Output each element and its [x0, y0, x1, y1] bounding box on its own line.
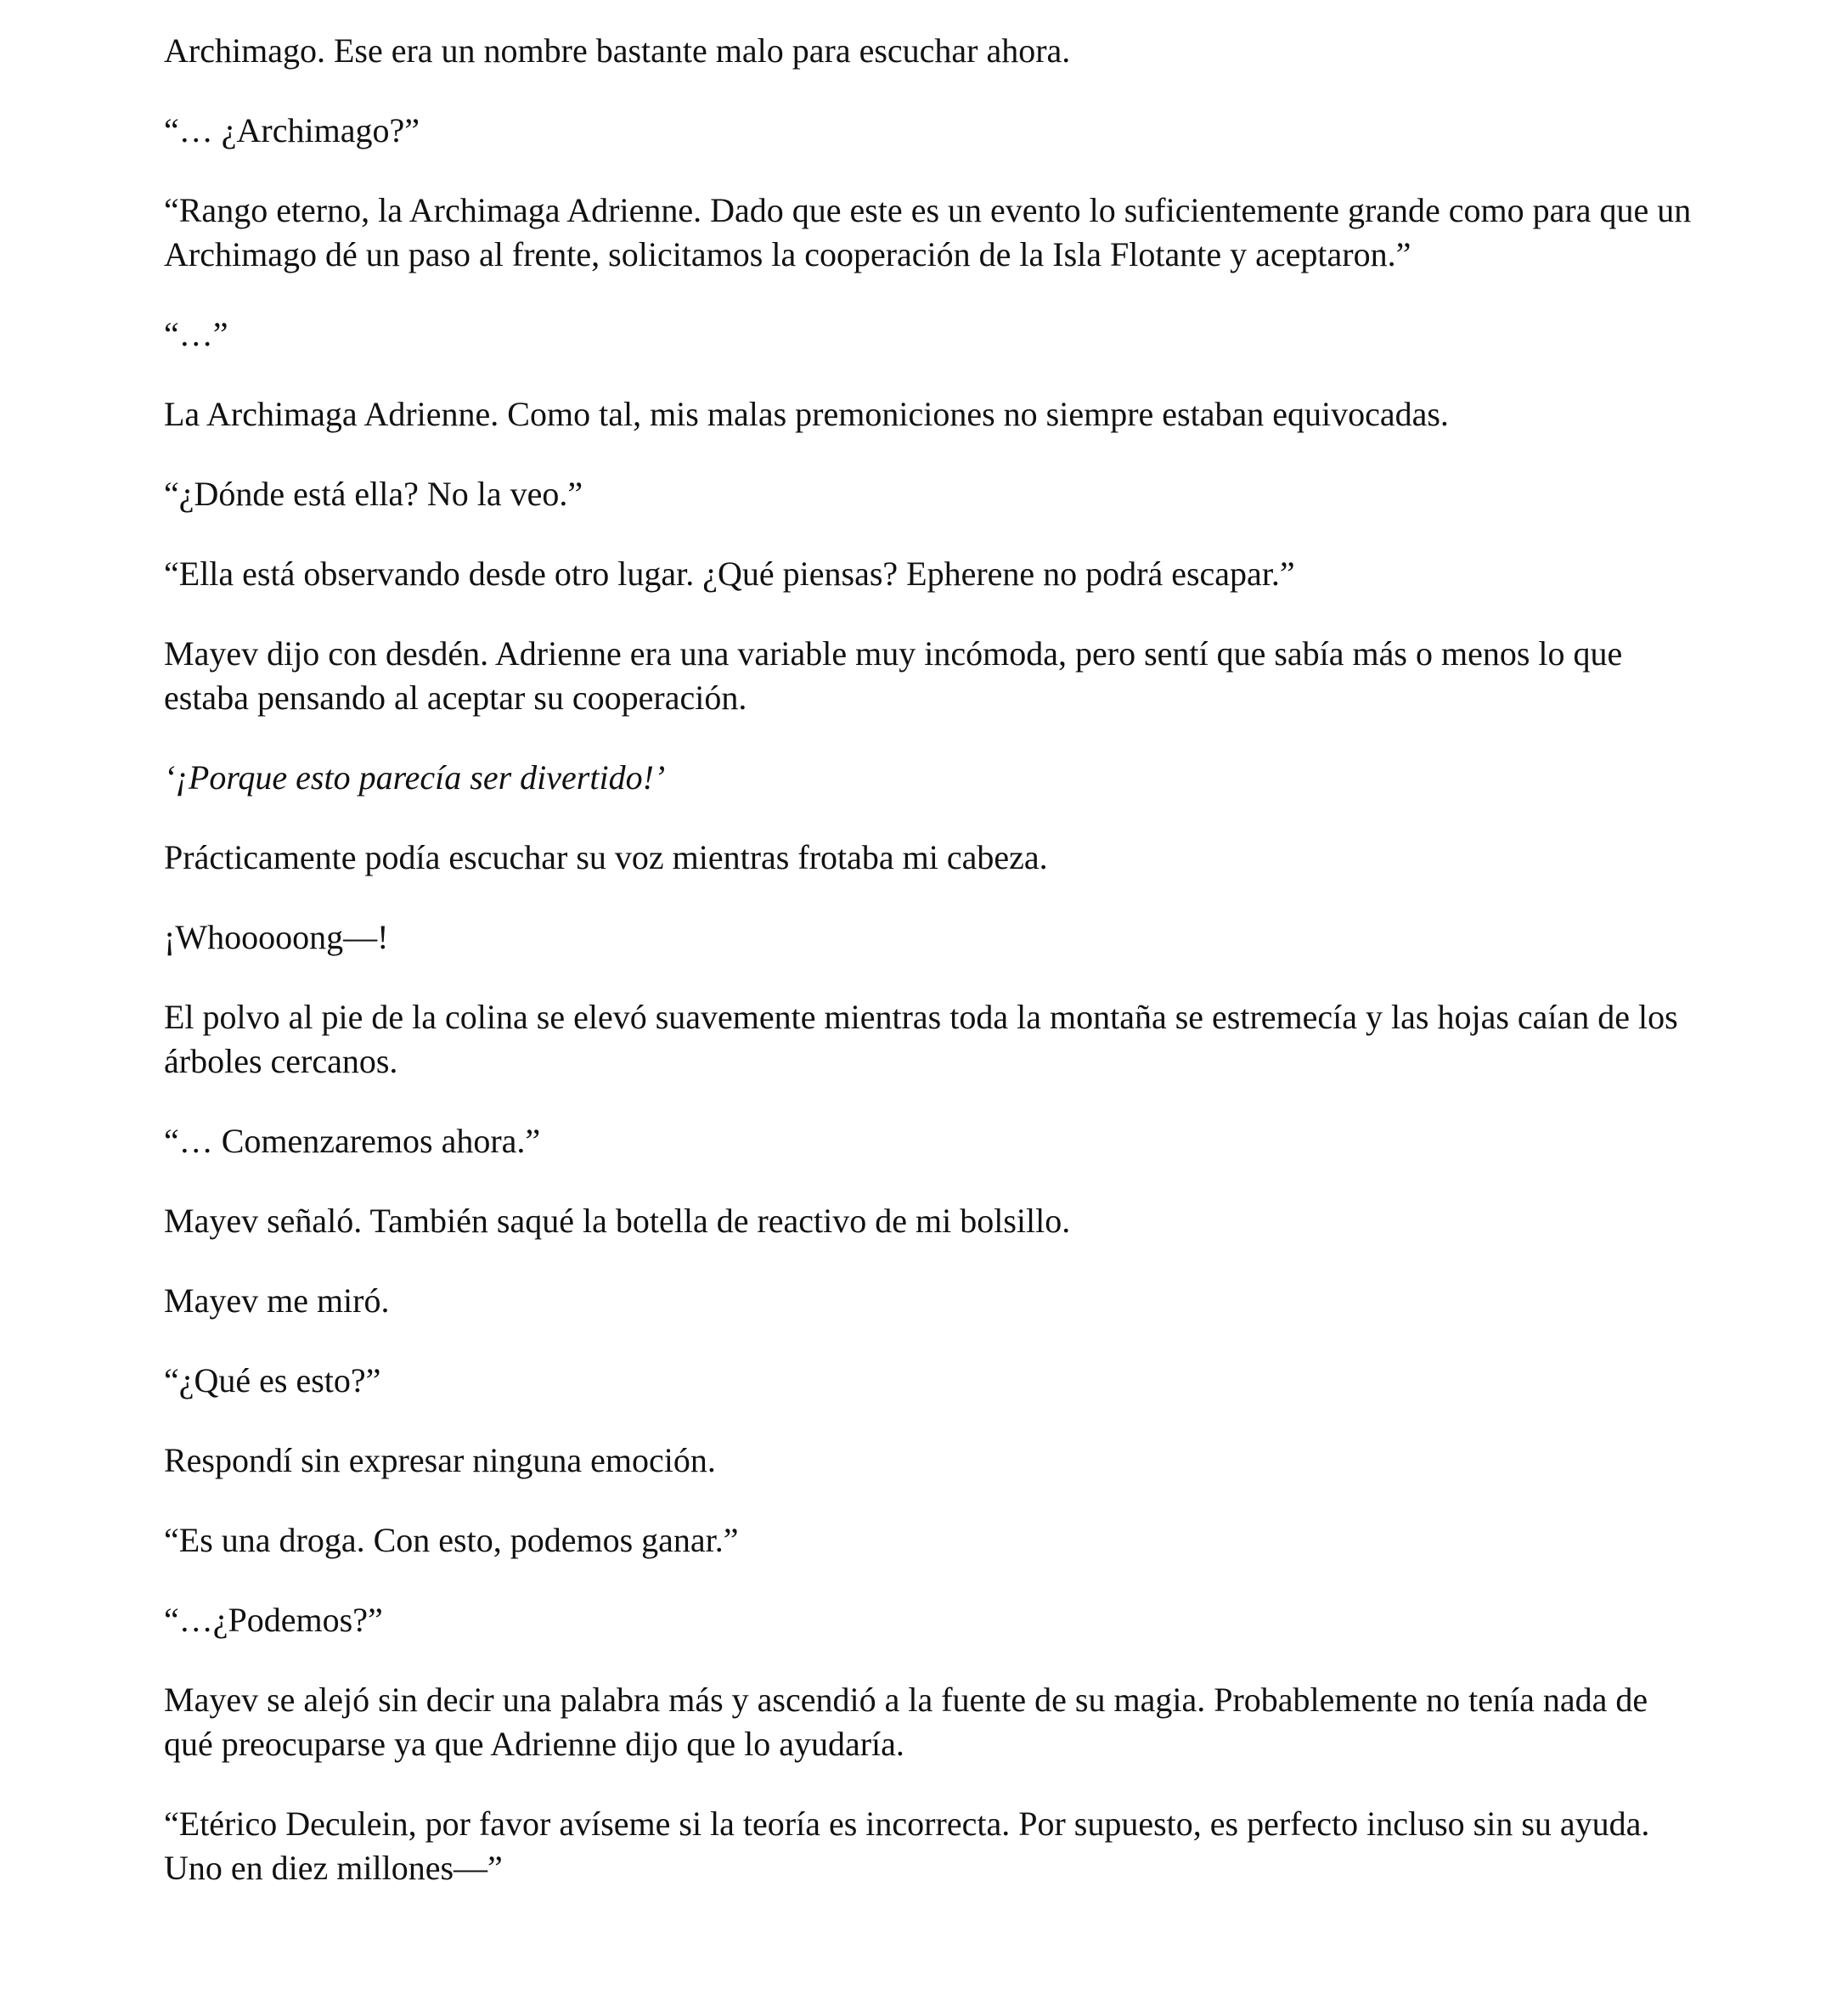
paragraph: Archimago. Ese era un nombre bastante malo para escuchar ahora.: [164, 31, 1071, 70]
paragraph: “Rango eterno, la Archimaga Adrienne. Dado que este es un evento lo suficientemente grande como para que un Archimago dé un paso al frente, solicitamos la cooperación de la Isla Flotante y aceptaron.”: [164, 191, 1692, 273]
paragraph: “¿Dónde está ella? No la veo.”: [164, 475, 583, 513]
paragraph: “Etérico Deculein, por favor avíseme si la teoría es incorrecta. Por supuesto, es perfecto incluso sin su ayuda. Uno en diez millones—”: [164, 1805, 1650, 1887]
italic-paragraph: ‘¡Porque esto parecía ser divertido!’: [164, 758, 666, 797]
paragraph: Mayev dijo con desdén. Adrienne era una variable muy incómoda, pero sentí que sabía más o menos lo que estaba pensando al aceptar su cooperación.: [164, 634, 1623, 717]
paragraph: “…¿Podemos?”: [164, 1601, 383, 1639]
paragraph: Respondí sin expresar ninguna emoción.: [164, 1441, 716, 1479]
paragraph: “Ella está observando desde otro lugar. ¿Qué piensas? Epherene no podrá escapar.”: [164, 555, 1295, 593]
paragraph: Mayev se alejó sin decir una palabra más y ascendió a la fuente de su magia. Probablemente no tenía nada de qué preocuparse ya que Adrienne dijo que lo ayudaría.: [164, 1681, 1648, 1763]
document-page: [164, 29, 1693, 1926]
paragraph: “… Comenzaremos ahora.”: [164, 1122, 541, 1160]
paragraph: La Archimaga Adrienne. Como tal, mis malas premoniciones no siempre estaban equivocadas.: [164, 395, 1449, 433]
paragraph: “Es una droga. Con esto, podemos ganar.”: [164, 1521, 739, 1559]
paragraph: “¿Qué es esto?”: [164, 1361, 381, 1399]
paragraph: Mayev me miró.: [164, 1281, 390, 1320]
paragraph: ¡Whooooong—!: [164, 918, 389, 956]
paragraph: El polvo al pie de la colina se elevó suavemente mientras toda la montaña se estremecía y las hojas caían de los árboles cercanos.: [164, 998, 1678, 1080]
paragraph: Prácticamente podía escuchar su voz mientras frotaba mi cabeza.: [164, 838, 1048, 876]
paragraph: Mayev señaló. También saqué la botella de reactivo de mi bolsillo.: [164, 1202, 1071, 1240]
paragraph: “… ¿Archimago?”: [164, 111, 420, 149]
paragraph: “…”: [164, 315, 228, 353]
